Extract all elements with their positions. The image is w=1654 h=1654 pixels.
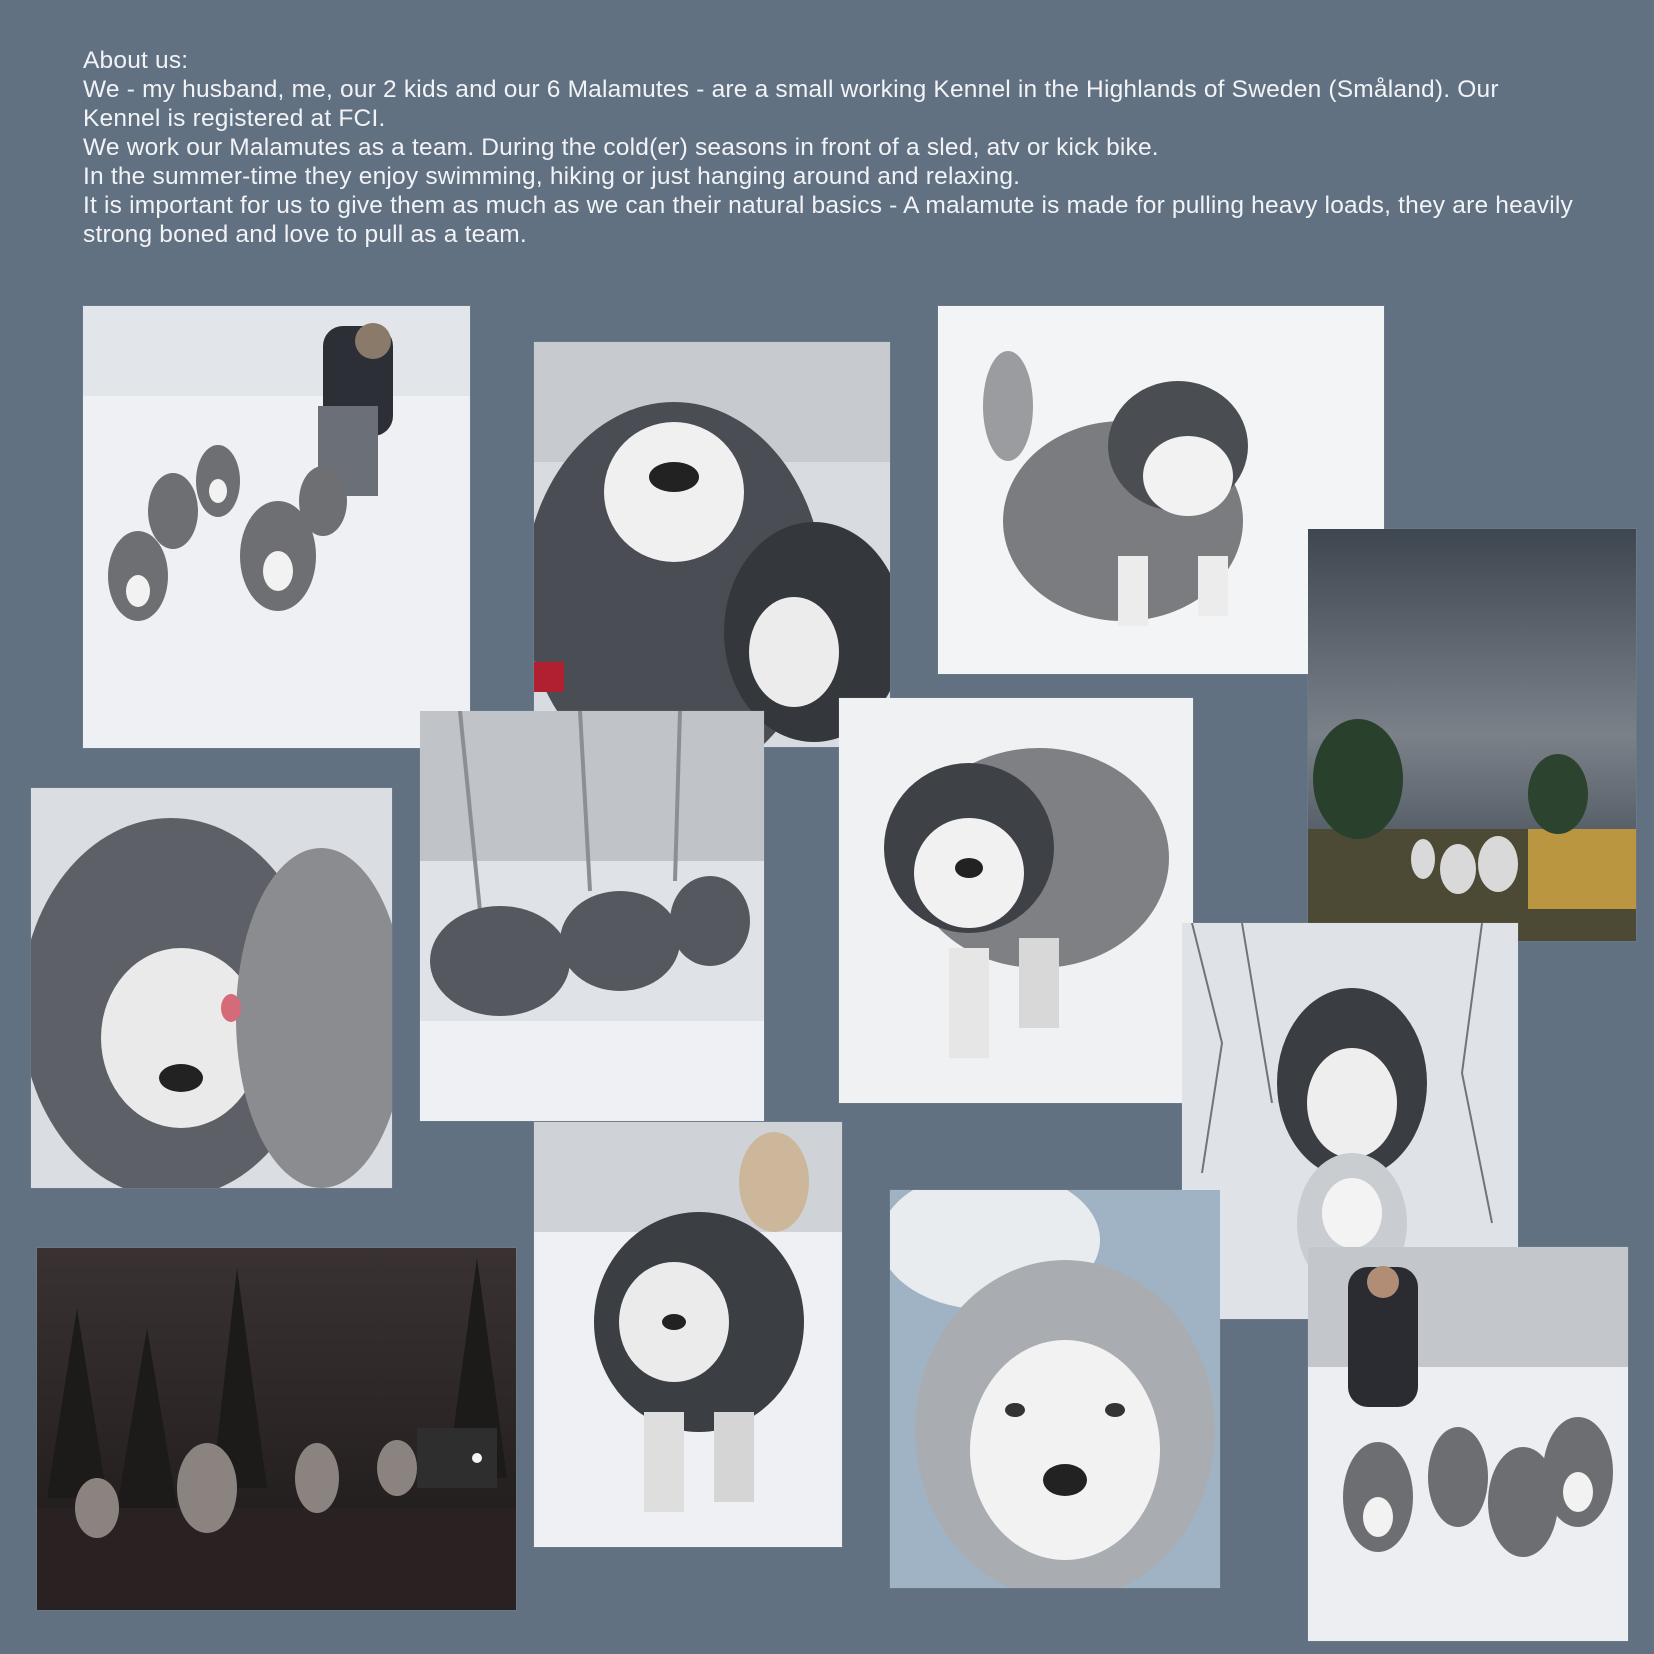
- photo-musher-sled-team: [1308, 1247, 1628, 1641]
- about-heading: About us:: [83, 47, 189, 74]
- about-line-3: In the summer-time they enjoy swimming, hiking or just hanging around and relaxing.: [83, 163, 1021, 190]
- photo-malamute-trotting: [534, 1122, 842, 1547]
- photo-team-snowy-forest: [420, 711, 764, 1121]
- about-line-2: We work our Malamutes as a team. During the cold(er) seasons in front of a sled, atv or kick bike.: [83, 134, 1159, 161]
- photo-team-stormy-sky: [1308, 529, 1636, 941]
- about-us-text: [83, 46, 1583, 249]
- photo-malamute-walking: [839, 698, 1193, 1103]
- about-line-1: We - my husband, me, our 2 kids and our 6 Malamutes - are a small working Kennel in the Highlands of Sweden (Småland). Our Kennel is registered at FCI.: [83, 76, 1499, 132]
- photo-puppy-face: [890, 1190, 1220, 1588]
- photo-team-foggy-night: [37, 1248, 516, 1610]
- photo-sled-team-snow: [83, 306, 470, 748]
- about-line-4: It is important for us to give them as much as we can their natural basics - A malamute is made for pulling heavy loads, they are heavily strong boned and love to pull as a team.: [83, 192, 1573, 248]
- photo-two-malamutes-closeup: [534, 342, 890, 747]
- photo-malamutes-licking: [31, 788, 392, 1188]
